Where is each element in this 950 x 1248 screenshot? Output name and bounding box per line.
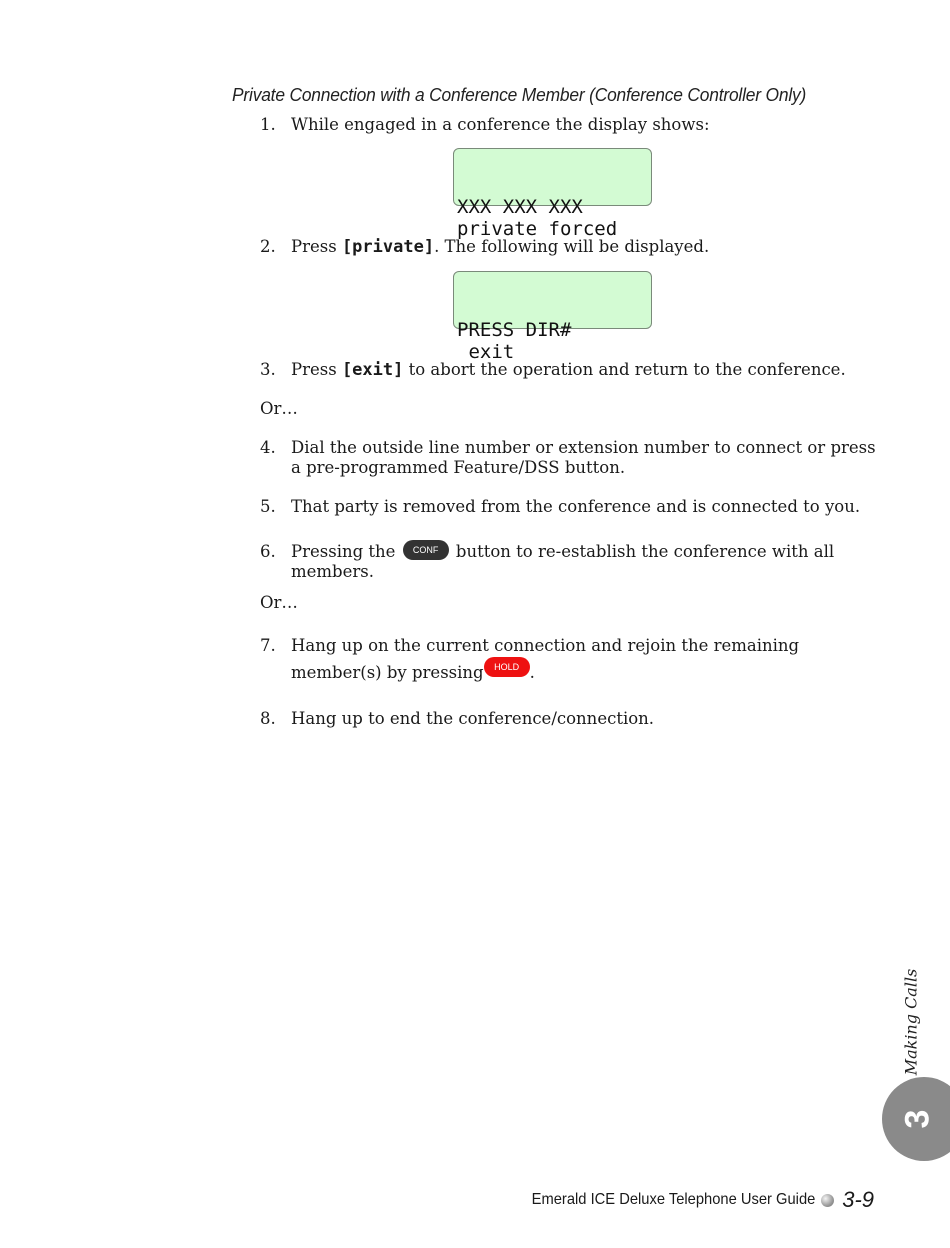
lcd-display-press-dir (453, 271, 652, 363)
step-number: 1. (260, 115, 276, 134)
page-number: 3-9 (842, 1187, 874, 1212)
step-text-part: Press (291, 237, 342, 256)
step-number: 5. (260, 497, 276, 516)
section-title: Private Connection with a Conference Member (Conference Controller Only) (232, 84, 807, 105)
step-number: 6. (260, 542, 276, 561)
bullet-icon (821, 1194, 834, 1207)
or-separator: Or… (260, 399, 298, 418)
lcd-line-2: exit (457, 341, 515, 363)
step-text: Dial the outside line number or extension number to connect or press a pre-programmed Feature/DSS button. (291, 438, 876, 477)
step-number: 7. (260, 636, 276, 655)
step-text-part: Press (291, 360, 342, 379)
lcd-display-conference (453, 148, 652, 240)
step-text-part: . (529, 663, 535, 682)
step-text (291, 360, 881, 380)
step-text-part: . The following will be displayed. (434, 237, 710, 256)
hold-button-icon: HOLD (484, 657, 530, 677)
step-text-part: button to re-establish the conference with all members. (291, 542, 835, 581)
or-separator: Or… (260, 593, 298, 612)
step-text (291, 632, 881, 686)
step-text (291, 237, 881, 257)
step-text: That party is removed from the conference and is connected to you. (291, 497, 861, 516)
chapter-number: 3 (898, 1109, 937, 1129)
step-number: 2. (260, 237, 276, 256)
private-softkey-label: [private] (341, 237, 435, 257)
lcd-line-1: XXX XXX XXX (457, 196, 583, 218)
step-text-part: to abort the operation and return to the conference. (403, 360, 846, 379)
step-number: 3. (260, 360, 276, 379)
step-text-part: Hang up on the current connection and rejoin the remaining member(s) by pressing (291, 636, 800, 682)
exit-softkey-label: [exit] (341, 360, 404, 380)
step-number: 4. (260, 438, 276, 457)
conf-button-icon: CONF (403, 540, 449, 560)
step-number: 8. (260, 709, 276, 728)
chapter-label: Making Calls (901, 968, 921, 1076)
lcd-line-2: private forced (457, 218, 618, 240)
page-footer (507, 1187, 874, 1213)
step-text: Hang up to end the conference/connection. (291, 709, 655, 728)
step-text-part: Pressing the (291, 542, 401, 561)
guide-title: Emerald ICE Deluxe Telephone User Guide (531, 1191, 816, 1208)
step-text (291, 542, 881, 582)
lcd-line-1: PRESS DIR# (457, 319, 572, 341)
step-text: While engaged in a conference the display shows: (291, 115, 710, 134)
